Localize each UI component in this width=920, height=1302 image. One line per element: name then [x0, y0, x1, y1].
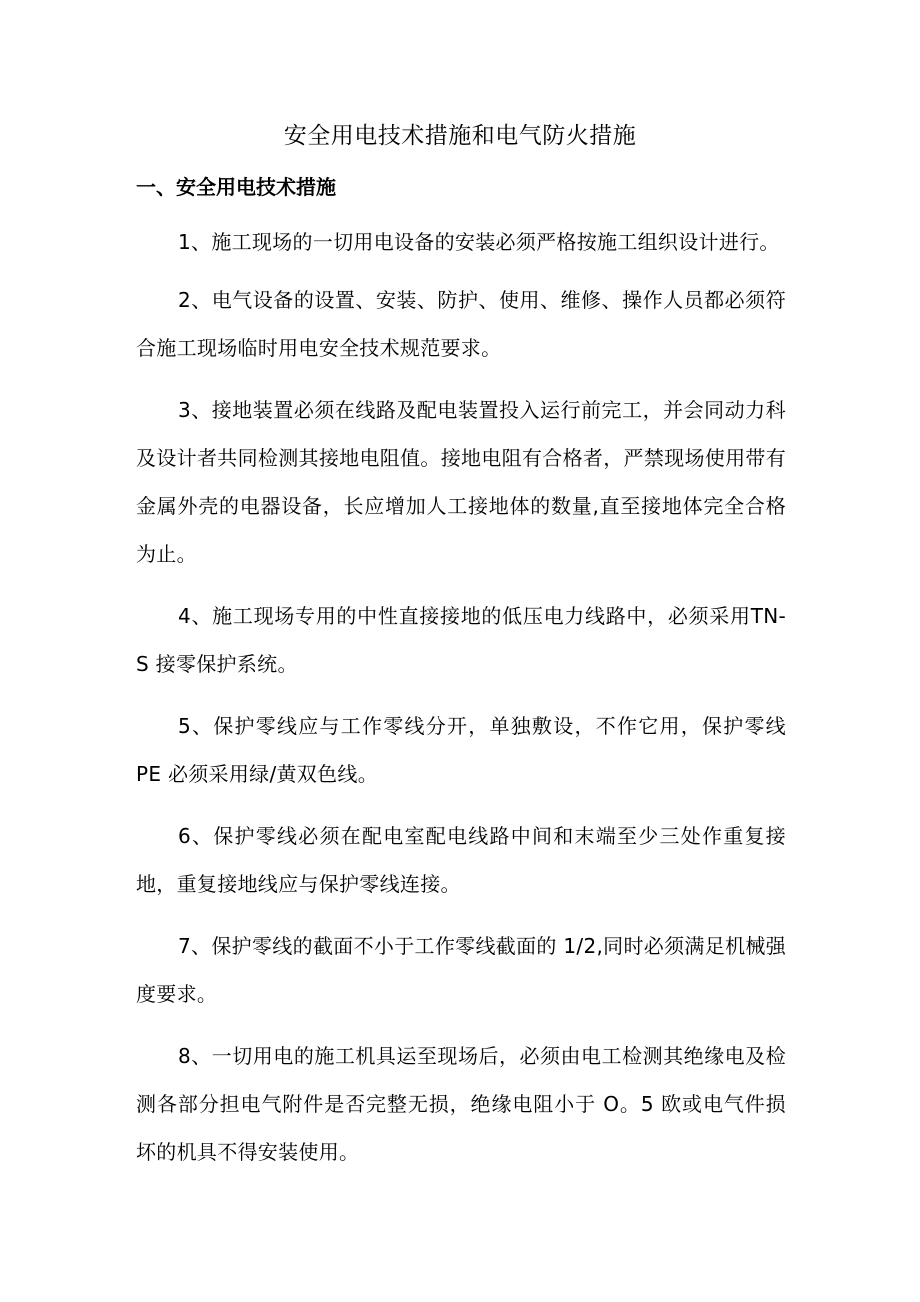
paragraph-6: 6、保护零线必须在配电室配电线路中间和末端至少三处作重复接地，重复接地线应与保护零线连接。 [136, 824, 786, 896]
paragraph-4: 4、施工现场专用的中性直接接地的低压电力线路中，必须采用TN-S 接零保护系统。 [136, 604, 786, 676]
paragraph-5: 5、保护零线应与工作零线分开，单独敷设，不作它用，保护零线 PE 必须采用绿/黄双色线。 [136, 714, 786, 786]
paragraph-7: 7、保护零线的截面不小于工作零线截面的 1/2,同时必须满足机械强度要求。 [136, 934, 786, 1006]
section-heading: 一、安全用电技术措施 [136, 175, 336, 199]
body-text [136, 218, 786, 1176]
paragraph-3: 3、接地装置必须在线路及配电装置投入运行前完工，并会同动力科及设计者共同检测其接地电阻值。接地电阻有合格者，严禁现场使用带有金属外壳的电器设备，长应增加人工接地体的数量,直至接地体完全合格为止。 [136, 398, 786, 566]
paragraph-1: 1、施工现场的一切用电设备的安装必须严格按施工组织设计进行。 [178, 230, 780, 254]
document-title: 安全用电技术措施和电气防火措施 [283, 123, 637, 149]
paragraph-8: 8、一切用电的施工机具运至现场后，必须由电工检测其绝缘电及检测各部分担电气附件是否完整无损，绝缘电阻小于 O。5 欧或电气件损坏的机具不得安装使用。 [136, 1044, 786, 1164]
paragraph-2: 2、电气设备的设置、安装、防护、使用、维修、操作人员都必须符合施工现场临时用电安全技术规范要求。 [136, 288, 786, 360]
